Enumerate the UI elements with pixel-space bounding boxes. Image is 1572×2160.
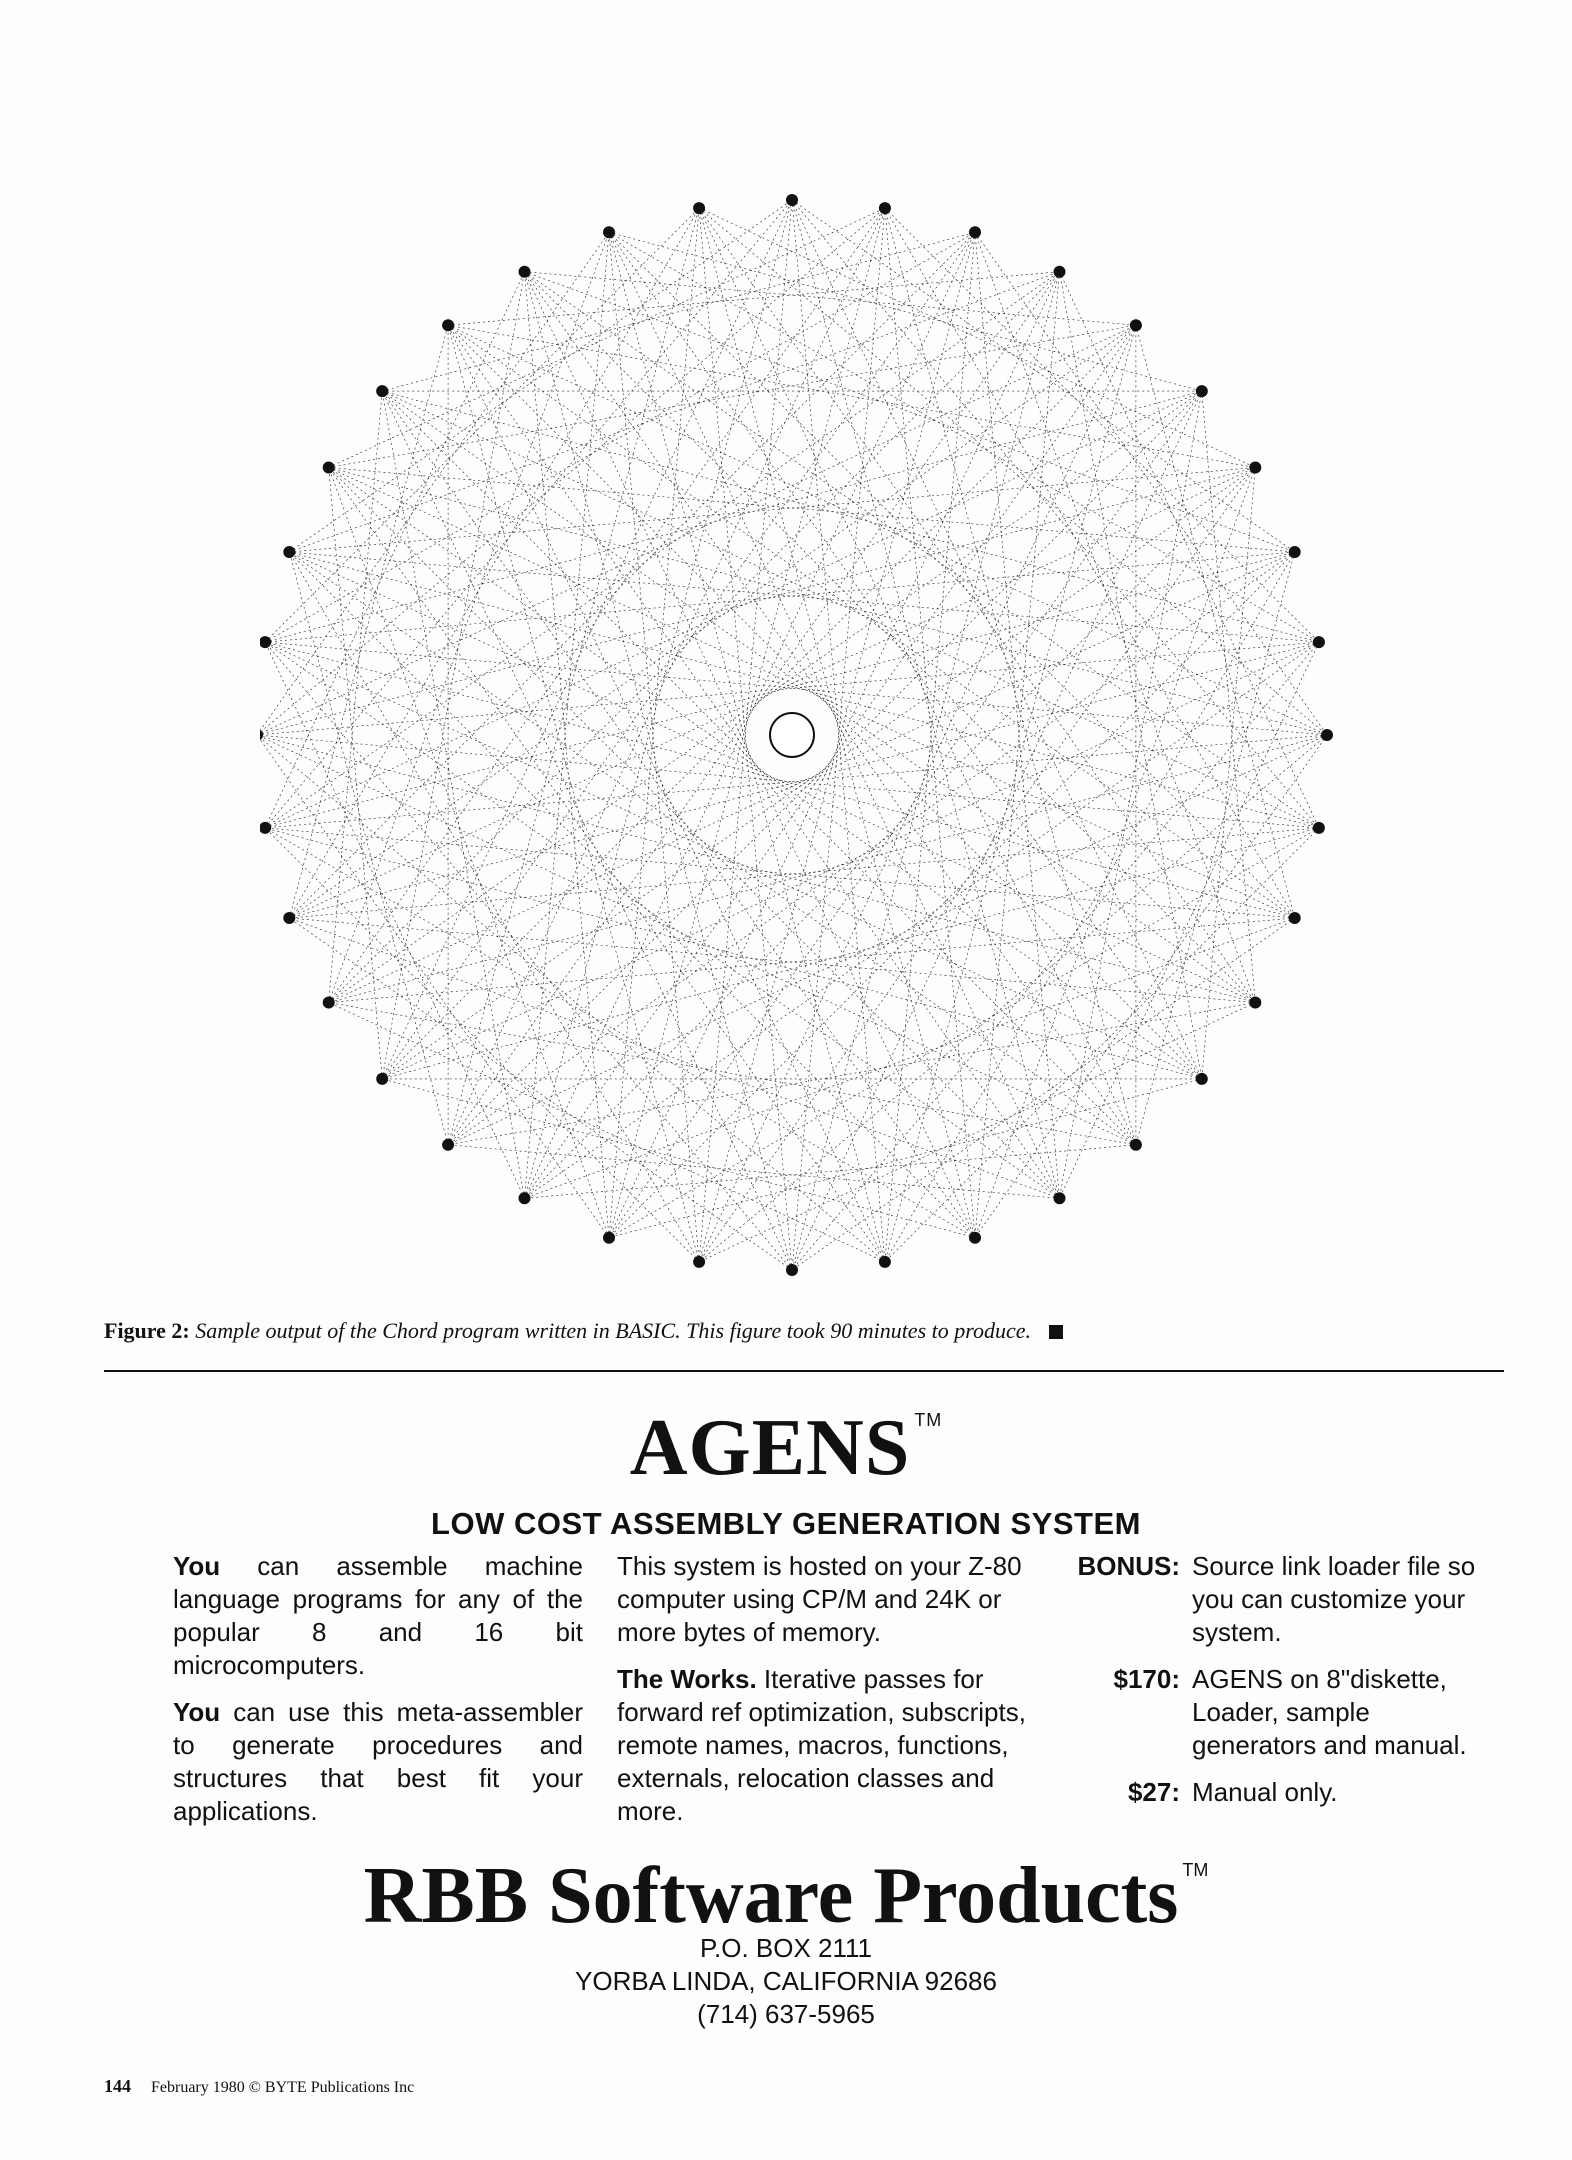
chord-vertex	[969, 226, 981, 238]
chord-line	[448, 735, 1327, 1145]
chord-line	[525, 272, 1136, 1145]
chord-line	[885, 552, 1295, 1262]
divider-rule	[104, 1370, 1504, 1372]
chord-line	[329, 391, 383, 1002]
chord-line	[382, 200, 792, 1079]
chord-line	[289, 468, 1255, 919]
offer-row	[1058, 1663, 1478, 1762]
chord-line	[448, 325, 1059, 1198]
chord-line	[265, 232, 975, 642]
chord-line	[260, 468, 1255, 736]
chord-line	[289, 918, 1255, 1003]
chord-line	[289, 918, 1059, 1198]
chord-line	[525, 272, 793, 1270]
figure-caption	[104, 1318, 1504, 1344]
chord-line	[792, 200, 1060, 1198]
chord-vertex	[1054, 266, 1066, 278]
chord-line	[525, 272, 1295, 552]
chord-line	[265, 208, 699, 642]
chord-line	[448, 1145, 1059, 1199]
chord-line	[975, 272, 1060, 1238]
chord-line	[792, 200, 1202, 1079]
paragraph-lead: The Works.	[617, 1664, 757, 1694]
chord-vertex	[519, 266, 531, 278]
chord-vertex	[786, 1264, 798, 1276]
chord-line	[265, 272, 524, 828]
chord-line	[525, 272, 976, 1238]
chord-vertex	[786, 194, 798, 206]
chord-line	[329, 552, 1295, 1003]
ad-paragraph	[173, 1550, 583, 1682]
chord-line	[382, 642, 1319, 1079]
chord-line	[329, 468, 1327, 736]
chord-line	[525, 272, 1136, 326]
chord-line	[382, 391, 792, 1270]
chord-line	[609, 232, 1060, 1198]
chord-line	[525, 272, 1256, 1003]
chord-line	[289, 232, 975, 918]
paragraph-text: can use this meta-assembler to generate procedures and structures that best fit your applications.	[173, 1697, 583, 1826]
chord-line	[382, 468, 1255, 1079]
chord-diagram	[260, 180, 1360, 1290]
chord-line	[609, 552, 1295, 1238]
chord-line	[329, 468, 1202, 1079]
offer-label: $170:	[1113, 1664, 1180, 1694]
chord-line	[289, 552, 1319, 642]
chord-line	[609, 828, 1319, 1238]
chord-line	[885, 208, 1136, 1145]
chord-line	[792, 272, 1060, 1270]
paragraph-text: Iterative passes for forward ref optimization, subscripts, remote names, macros, functions, externals, relocation classes and more.	[617, 1664, 1026, 1826]
page-number: 144	[104, 2076, 131, 2096]
chord-line	[885, 208, 1295, 918]
chord-vertex	[283, 912, 295, 924]
chord-line	[975, 232, 1255, 1002]
chord-figure	[260, 180, 1360, 1290]
chord-line	[699, 208, 1136, 1145]
chord-line	[289, 325, 448, 918]
offer-label: BONUS:	[1077, 1551, 1180, 1581]
ad-title	[0, 1404, 1572, 1492]
chord-vertex	[1196, 1073, 1208, 1085]
chord-line	[792, 918, 1295, 1270]
chord-line	[885, 208, 1319, 642]
chord-vertex	[323, 462, 335, 474]
ad-column-1	[173, 1550, 583, 1842]
chord-line	[525, 918, 1295, 1198]
chord-line	[289, 552, 1255, 1003]
chord-vertex	[1313, 636, 1325, 648]
chord-line	[609, 232, 1319, 642]
company-address	[0, 1932, 1572, 2031]
chord-line	[329, 232, 609, 1002]
paragraph-text: can assemble machine language programs for any of the popular 8 and 16 bit microcomputers.	[173, 1551, 583, 1680]
chord-vertex	[1196, 385, 1208, 397]
chord-line	[609, 272, 1060, 1238]
caption-text: Sample output of the Chord program written in BASIC. This figure took 90 minutes to produce.	[195, 1318, 1032, 1343]
chord-line	[975, 468, 1255, 1238]
ad-paragraph	[173, 1696, 583, 1828]
chord-line	[289, 272, 1059, 552]
chord-line	[1136, 552, 1295, 1145]
chord-vertex	[1313, 822, 1325, 834]
chord-line	[525, 468, 1256, 1199]
chord-line	[885, 828, 1319, 1262]
chord-line	[260, 735, 609, 1238]
chord-vertex	[969, 1232, 981, 1244]
chord-line	[525, 232, 610, 1198]
chord-vertex	[1249, 997, 1261, 1009]
chord-line	[265, 391, 1202, 642]
chord-line	[1202, 468, 1256, 1079]
trademark-mark: TM	[1182, 1860, 1209, 1880]
chord-vertex	[376, 385, 388, 397]
chord-line	[448, 325, 885, 1262]
chord-line	[265, 828, 1295, 918]
address-line: (714) 637-5965	[697, 1999, 875, 2029]
chord-line	[329, 325, 1136, 467]
offer-row	[1058, 1776, 1478, 1809]
chord-line	[329, 468, 1295, 919]
chord-vertex	[603, 226, 615, 238]
chord-line	[382, 391, 1255, 1002]
chord-line	[448, 208, 885, 1145]
chord-line	[699, 208, 975, 1238]
chord-line	[448, 325, 1327, 735]
chord-line	[289, 642, 1319, 918]
caption-label: Figure 2:	[104, 1318, 190, 1343]
paragraph-lead: You	[173, 1551, 221, 1581]
chord-line	[329, 272, 1060, 1003]
chord-line	[382, 232, 975, 1079]
chord-vertex	[442, 319, 454, 331]
chord-line	[699, 208, 1255, 467]
chord-line	[448, 272, 1059, 1145]
company-name	[0, 1852, 1572, 1940]
chord-vertex	[323, 997, 335, 1009]
paragraph-lead: You	[173, 1697, 221, 1727]
chord-vertex	[1054, 1192, 1066, 1204]
ad-title-text: AGENS	[629, 1404, 911, 1492]
chord-line	[609, 232, 1202, 391]
chord-line	[289, 200, 792, 552]
trademark-mark: TM	[914, 1410, 943, 1430]
chord-line	[329, 735, 1327, 1003]
chord-line	[265, 272, 1059, 828]
chord-vertex	[376, 1073, 388, 1085]
chord-line	[699, 1003, 1255, 1262]
chord-line	[609, 208, 699, 1238]
chord-vertex	[603, 1232, 615, 1244]
chord-line	[525, 325, 1136, 1198]
chord-line	[699, 325, 1136, 1262]
chord-line	[329, 468, 1060, 1199]
chord-line	[448, 325, 699, 1262]
chord-line	[525, 232, 976, 1198]
chord-line	[265, 391, 1202, 828]
page-footer	[104, 2076, 414, 2097]
chord-line	[289, 552, 699, 1262]
offer-text: Manual only.	[1192, 1777, 1338, 1807]
chord-vertex	[879, 1256, 891, 1268]
chord-line	[265, 642, 524, 1198]
address-line: YORBA LINDA, CALIFORNIA 92686	[575, 1966, 997, 1996]
chord-vertex	[1130, 1139, 1142, 1151]
chord-vertex	[1321, 729, 1333, 741]
chord-line	[260, 735, 1136, 1145]
chord-line	[329, 468, 609, 1238]
chord-line	[260, 208, 885, 735]
chord-line	[609, 232, 1295, 918]
chord-line	[699, 208, 1255, 1002]
chord-line	[265, 552, 1295, 828]
chord-line	[260, 325, 1136, 735]
chord-line	[609, 232, 885, 1262]
chord-line	[1060, 272, 1319, 828]
chord-vertex	[519, 1192, 531, 1204]
ad-column-2	[617, 1550, 1029, 1842]
paragraph-text: This system is hosted on your Z-80 computer using CP/M and 24K or more bytes of memory.	[617, 1551, 1022, 1647]
chord-line	[260, 735, 885, 1262]
chord-vertex	[693, 1256, 705, 1268]
chord-line	[265, 642, 1202, 1079]
footer-text: February 1980 © BYTE Publications Inc	[151, 2079, 415, 2096]
chord-line	[329, 391, 1202, 1002]
chord-vertex	[1249, 462, 1261, 474]
chord-line	[265, 828, 699, 1262]
ad-column-3	[1058, 1550, 1478, 1823]
offer-row	[1058, 1550, 1478, 1649]
chord-line	[382, 391, 1319, 828]
chord-line	[1060, 642, 1319, 1198]
chord-vertex	[260, 729, 263, 741]
chord-line	[448, 1003, 1255, 1145]
chord-line	[975, 232, 1327, 735]
chord-vertex	[1289, 912, 1301, 924]
chord-line	[329, 1003, 885, 1262]
ad-paragraph	[617, 1550, 1029, 1649]
end-of-article-mark	[1049, 1325, 1063, 1339]
chord-line	[448, 325, 1295, 918]
chord-vertex	[879, 202, 891, 214]
chord-line	[609, 391, 1202, 1238]
chord-line	[885, 232, 975, 1262]
chord-line	[289, 552, 1136, 1145]
ad-paragraph	[617, 1663, 1029, 1828]
chord-line	[289, 552, 975, 1238]
company-name-text: RBB Software Products	[363, 1852, 1179, 1940]
chord-line	[1060, 272, 1202, 1079]
chord-vertex	[1289, 546, 1301, 558]
chord-line	[329, 208, 885, 467]
chord-line	[382, 1079, 975, 1238]
chord-line	[525, 642, 1319, 1198]
offer-text: AGENS on 8"diskette, Loader, sample generators and manual.	[1192, 1664, 1467, 1760]
chord-vertex	[442, 1139, 454, 1151]
chord-vertex	[283, 546, 295, 558]
chord-vertex	[693, 202, 705, 214]
chord-line	[382, 828, 1319, 1079]
offer-text: Source link loader file so you can customize your system.	[1192, 1551, 1476, 1647]
chord-line	[289, 208, 699, 918]
chord-line	[329, 468, 885, 1262]
offer-label: $27:	[1127, 1777, 1180, 1807]
chord-line	[792, 391, 1202, 1270]
chord-line	[260, 735, 1255, 1003]
address-line: P.O. BOX 2111	[700, 1933, 872, 1963]
chord-line	[382, 391, 524, 1198]
chord-line	[525, 200, 793, 1198]
chord-vertex	[260, 822, 271, 834]
ad-subtitle: LOW COST ASSEMBLY GENERATION SYSTEM	[431, 1506, 1141, 1541]
chord-line	[265, 828, 975, 1238]
chord-line	[329, 468, 1295, 553]
chord-vertex	[1130, 319, 1142, 331]
center-ring	[770, 713, 814, 757]
